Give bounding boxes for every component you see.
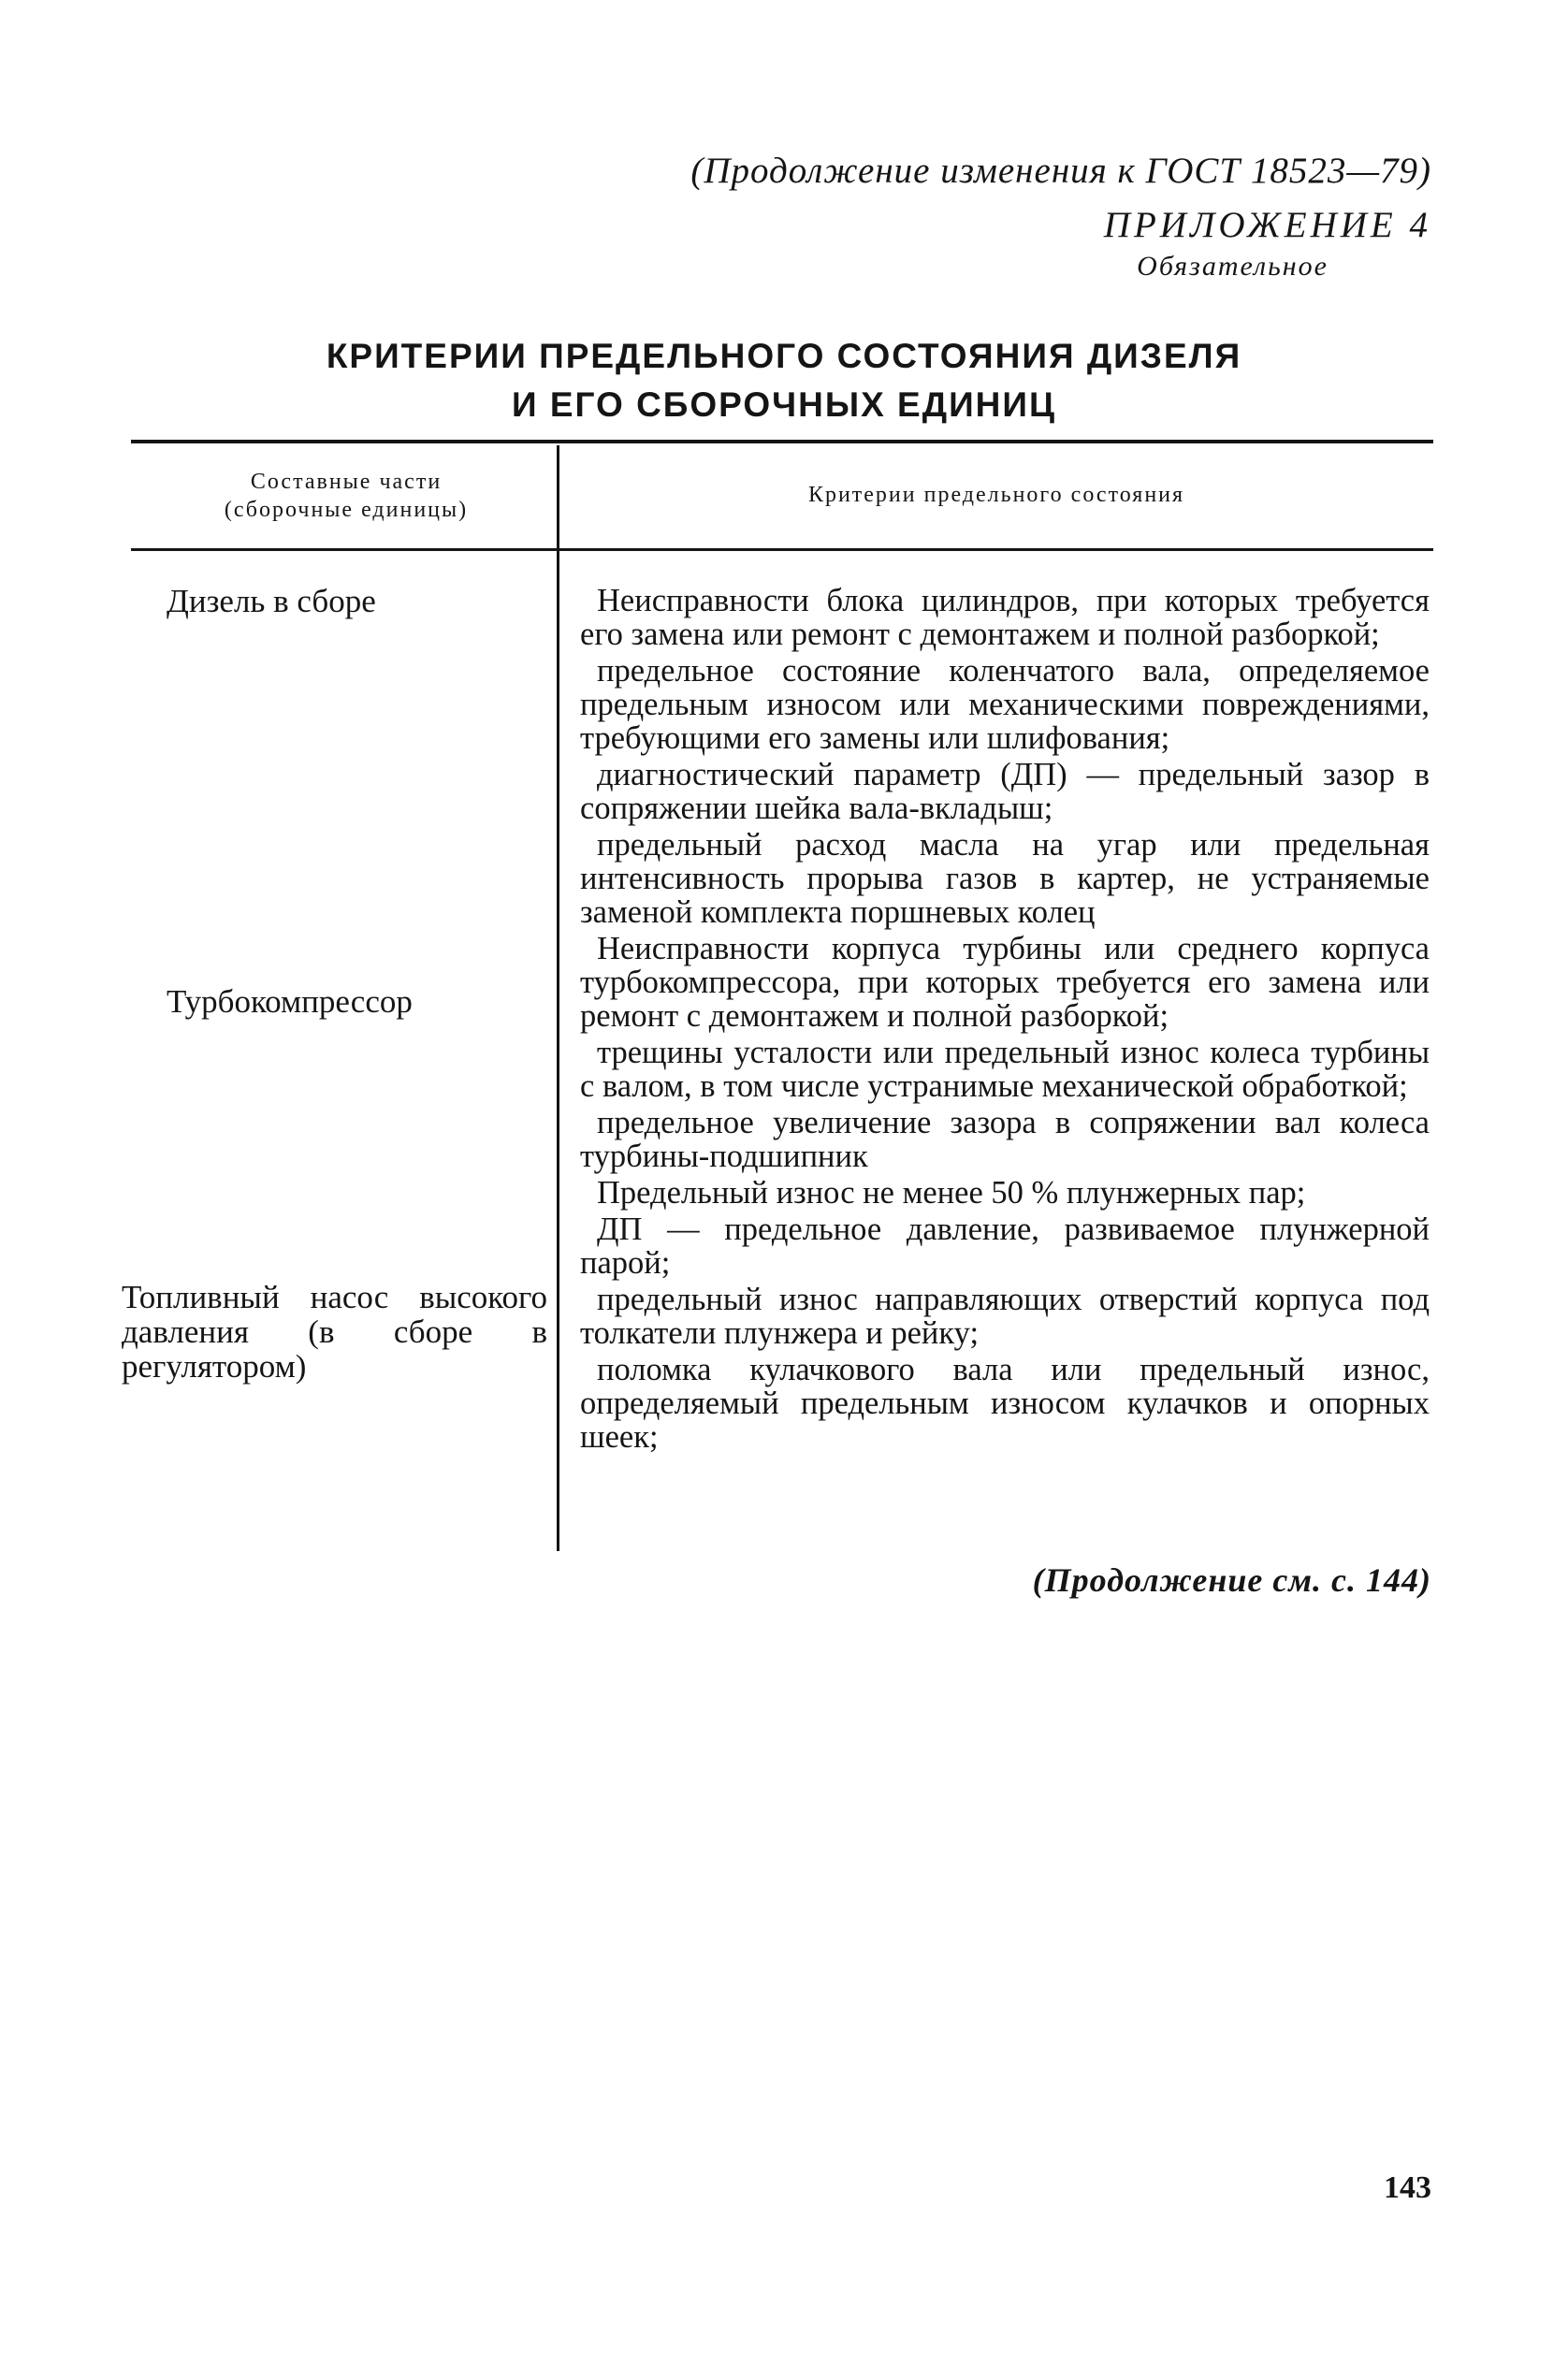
criterion-item: трещины усталости или предельный износ колеса турбины с валом, в том числе устранимые механической обработкой; <box>580 1035 1430 1104</box>
continuation-header: (Продолжение изменения к ГОСТ 18523—79) <box>690 151 1431 191</box>
title-line-1: КРИТЕРИИ ПРЕДЕЛЬНОГО СОСТОЯНИЯ ДИЗЕЛЯ <box>326 337 1242 375</box>
criterion-item: предельный расход масла на угар или предельная интенсивность прорыва газов в картер, не устраняемые заменой комплекта поршневых колец <box>580 827 1430 930</box>
criterion-item: диагностический параметр (ДП) — предельный зазор в сопряжении шейка вала-вкладыш; <box>580 757 1430 826</box>
criterion-item: Предельный износ не менее 50 % плунжерных пар; <box>597 1175 1306 1211</box>
part-turbocharger: Турбокомпрессор <box>167 983 413 1020</box>
column-header-criteria: Критерии предельного состояния <box>807 483 1185 507</box>
part-diesel-assembly: Дизель в сборе <box>167 583 376 619</box>
column-header-parts-line-1: Составные части <box>250 470 443 494</box>
column-header-parts-line-2: (сборочные единицы) <box>224 498 469 522</box>
table-top-rule <box>131 440 1433 443</box>
title-line-2: И ЕГО СБОРОЧНЫХ ЕДИНИЦ <box>511 385 1057 424</box>
column-header-parts <box>140 468 552 524</box>
criterion-item: поломка кулачкового вала или предельный износ, определяемый предельным износом кулачков и опорных шеек; <box>580 1352 1430 1455</box>
table-header-rule <box>131 548 1433 551</box>
criteria-column <box>580 584 1430 1457</box>
table-column-divider <box>557 445 559 1551</box>
criterion-item: Неисправности корпуса турбины или среднего корпуса турбокомпрессора, при которых требуется его замена или ремонт с демонтажем и полной разборкой; <box>580 931 1430 1034</box>
criterion-item: ДП — предельное давление, развиваемое плунжерной парой; <box>580 1212 1430 1281</box>
criterion-item: Неисправности блока цилиндров, при которых требуется его замена или ремонт с демонтажем и полной разборкой; <box>580 583 1430 652</box>
part-fuel-pump: Топливный насос высокого давления (в сборе в регулятором) <box>122 1279 547 1385</box>
appendix-label: ПРИЛОЖЕНИЕ 4 <box>1103 205 1431 245</box>
criterion-item: предельное увеличение зазора в сопряжении вал колеса турбины-подшипник <box>580 1105 1430 1174</box>
page-number: 143 <box>1384 2170 1431 2205</box>
page-title <box>0 332 1568 429</box>
criterion-item: предельное состояние коленчатого вала, определяемое предельным износом или механическими повреждениями, требующими его замены или шлифования; <box>580 653 1430 756</box>
mandatory-label: Обязательное <box>1137 251 1328 282</box>
continuation-footer: (Продолжение см. с. 144) <box>1032 1561 1431 1599</box>
criterion-item: предельный износ направляющих отверстий корпуса под толкатели плунжера и рейку; <box>580 1282 1430 1351</box>
